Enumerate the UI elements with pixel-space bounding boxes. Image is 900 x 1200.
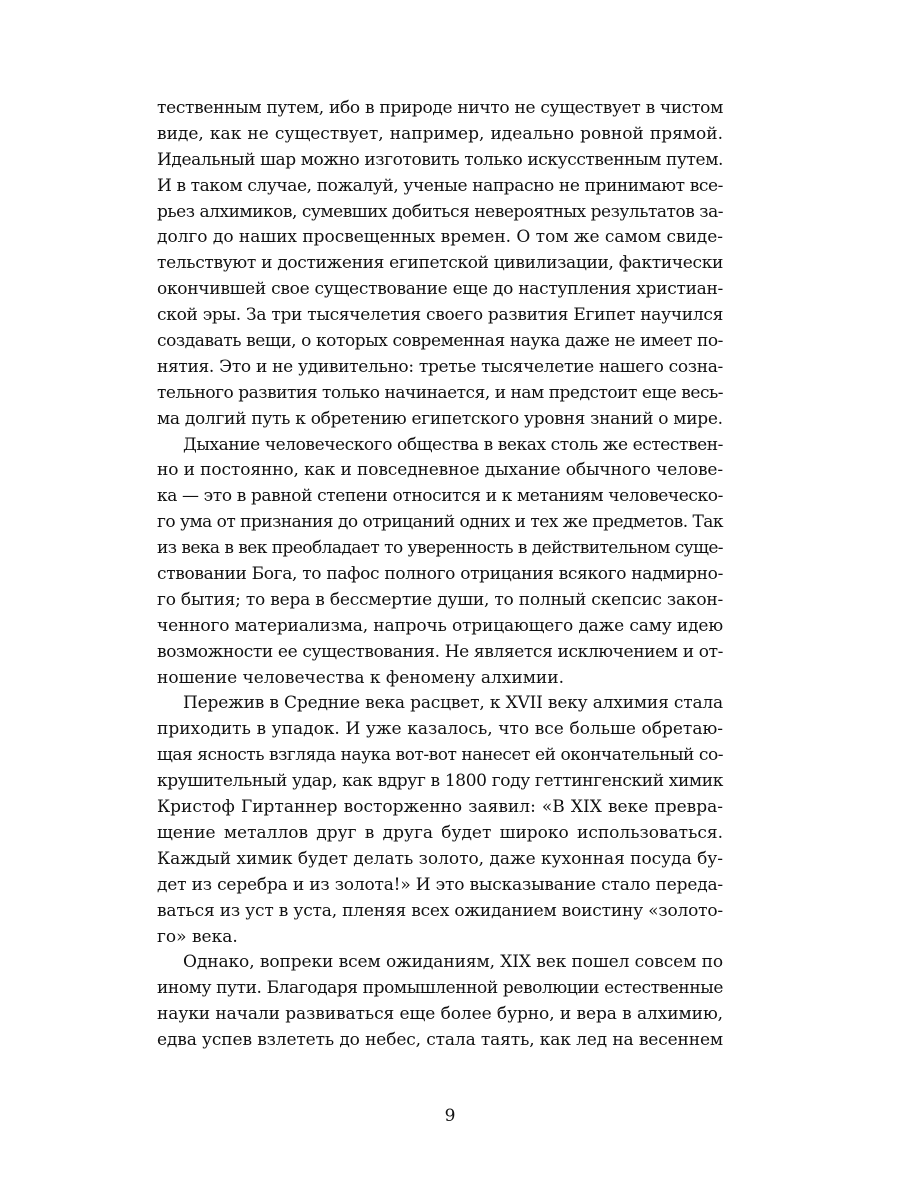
text-line: нятия. Это и не удивительно: третье тысячелетие нашего созна-: [157, 356, 723, 377]
text-line: ствовании Бога, то пафос полного отрицания всякого надмирно-: [157, 564, 723, 585]
text-line: из века в век преобладает то уверенность в действительном суще-: [157, 538, 723, 559]
text-line: возможности ее существования. Не является исключением и от-: [157, 641, 723, 662]
text-line: Идеальный шар можно изготовить только искусственным путем.: [157, 149, 723, 170]
text-line: го ума от признания до отрицаний одних и тех же предметов. Так: [157, 512, 723, 533]
text-line: ской эры. За три тысячелетия своего развития Египет научился: [157, 305, 723, 326]
text-line: дет из серебра и из золота!» И это высказывание стало переда-: [157, 874, 723, 895]
paragraph: [157, 433, 723, 692]
page-number: 9: [444, 1106, 456, 1126]
text-line: Каждый химик будет делать золото, даже кухонная посуда бу-: [157, 848, 723, 869]
text-line: едва успев взлететь до небес, стала таять, как лед на весеннем: [157, 1030, 723, 1051]
text-line: Пережив в Средние века расцвет, к XVII веку алхимия стала: [183, 693, 723, 714]
text-line: ка — это в равной степени относится и к метаниям человеческо-: [157, 486, 723, 507]
text-line: приходить в упадок. И уже казалось, что все больше обретаю-: [157, 719, 723, 740]
text-line: ношение человечества к феномену алхимии.: [157, 667, 564, 688]
text-line: но и постоянно, как и повседневное дыхание обычного челове-: [157, 460, 723, 481]
paragraph: [157, 691, 723, 950]
text-line: ма долгий путь к обретению египетского уровня знаний о мире.: [157, 408, 723, 429]
text-line: крушительный удар, как вдруг в 1800 году геттингенский химик: [157, 771, 723, 792]
text-line: науки начали развиваться еще более бурно, и вера в алхимию,: [157, 1004, 723, 1025]
text-line: Дыхание человеческого общества в веках столь же естествен-: [183, 434, 723, 455]
text-line: щение металлов друг в друга будет широко использоваться.: [157, 822, 723, 843]
text-line: создавать вещи, о которых современная наука даже не имеет по-: [157, 331, 723, 352]
text-line: долго до наших просвещенных времен. О том же самом свиде-: [157, 227, 723, 248]
text-line: рьез алхимиков, сумевших добиться невероятных результатов за-: [157, 201, 723, 222]
text-line: Однако, вопреки всем ожиданиям, XIX век пошел совсем по: [183, 952, 723, 973]
text-line: Кристоф Гиртаннер восторженно заявил: «В XIX веке превра-: [157, 797, 723, 818]
text-line: ваться из уст в уста, пленяя всех ожиданием воистину «золото-: [157, 900, 723, 921]
text-line: тельствуют и достижения египетской цивилизации, фактически: [157, 253, 723, 274]
text-line: тельного развития только начинается, и нам предстоит еще весь-: [157, 382, 723, 403]
paragraph: [157, 950, 723, 1054]
text-line: тественным путем, ибо в природе ничто не существует в чистом: [157, 98, 723, 118]
text-line: иному пути. Благодаря промышленной революции естественные: [157, 978, 723, 999]
paragraph: [157, 96, 723, 433]
body-text: [157, 96, 723, 1054]
text-line: го» века.: [157, 926, 238, 947]
text-line: ченного материализма, напрочь отрицающего даже саму идею: [157, 615, 723, 636]
text-line: го бытия; то вера в бессмертие души, то полный скепсис закон-: [157, 589, 723, 610]
text-line: окончившей свое существование еще до наступления христиан-: [157, 279, 723, 300]
text-line: виде, как не существует, например, идеально ровной прямой.: [157, 123, 723, 144]
text-line: щая ясность взгляда наука вот-вот нанесет ей окончательный со-: [157, 745, 723, 766]
text-line: И в таком случае, пожалуй, ученые напрасно не принимают все-: [157, 175, 723, 196]
